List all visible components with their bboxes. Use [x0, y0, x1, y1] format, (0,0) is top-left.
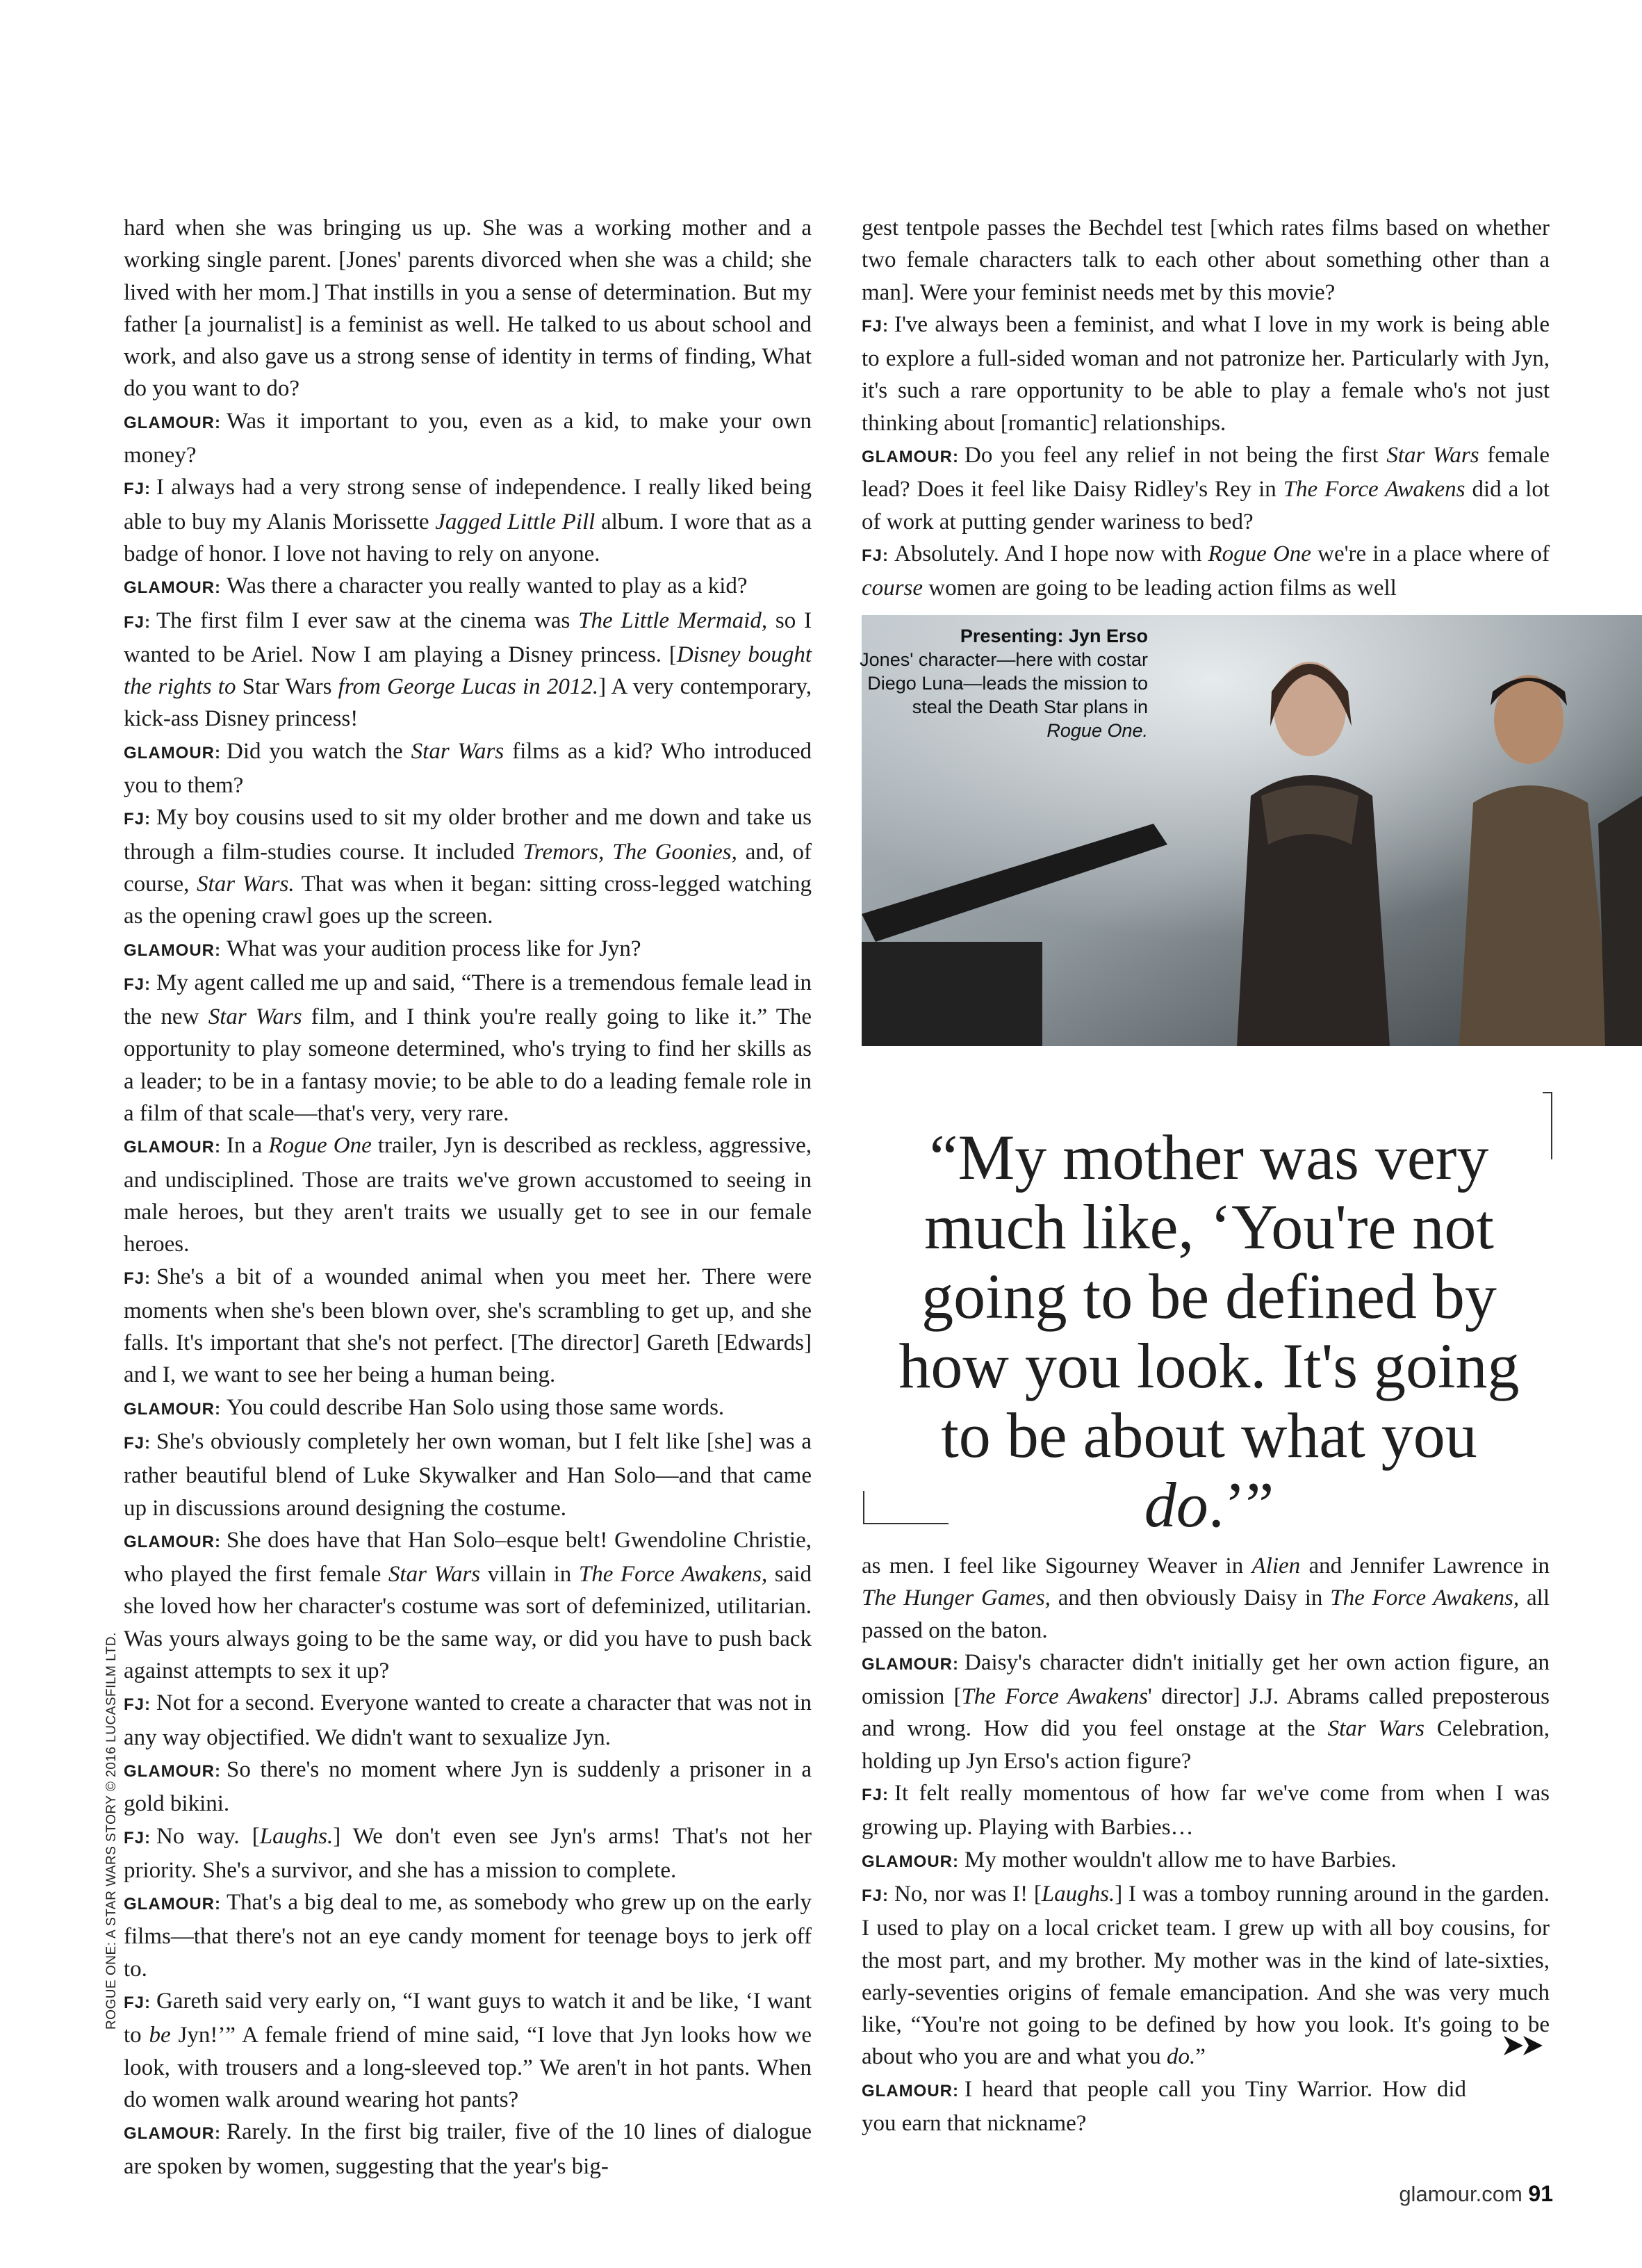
speaker-label: FJ:	[124, 1695, 151, 1715]
paragraph: as men. I feel like Sigourney Weaver in Alien and Jennifer Lawrence in The Hunger Games, and then obviously Daisy in The Force Awakens, all passed on the baton.	[862, 1553, 1550, 1643]
answer: FJ: She's a bit of a wounded animal when you meet her. There were moments when she's been blown over, she's scrambling to get up, and she falls. It's important that she's not perfect. [The director] Gareth [Edwards] and I, we want to see her being a human being.	[124, 1264, 812, 1388]
question: GLAMOUR: Do you feel any relief in not being the first Star Wars female lead? Does it feel like Daisy Ridley's Rey in The Force Awakens did a lot of work at putting gender wariness to bed?	[862, 443, 1550, 535]
question: GLAMOUR: You could describe Han Solo using those same words.	[124, 1394, 725, 1420]
photo-caption	[856, 624, 1148, 742]
speaker-label: GLAMOUR:	[862, 448, 959, 467]
answer: FJ: Not for a second. Everyone wanted to create a character that was not in any way objectified. We didn't want to sexualize Jyn.	[124, 1690, 812, 1750]
speaker-label: GLAMOUR:	[124, 940, 221, 960]
speaker-label: GLAMOUR:	[124, 743, 221, 762]
speaker-label: GLAMOUR:	[862, 1852, 959, 1871]
speaker-label: FJ:	[124, 612, 151, 632]
caption-title: Presenting: Jyn Erso	[960, 626, 1148, 646]
question: GLAMOUR: Daisy's character didn't initially get her own action figure, an omission [The Force Awakens' director] J.J. Abrams called preposterous and wrong. How did you feel onstage at the Star Wars Celebration, holding up Jyn Erso's action figure?	[862, 1649, 1550, 1774]
question: GLAMOUR: Did you watch the Star Wars films as a kid? Who introduced you to them?	[124, 738, 812, 799]
speaker-label: FJ:	[862, 1886, 889, 1905]
answer: FJ: I always had a very strong sense of independence. I really liked being able to buy my Alanis Morissette Jagged Little Pill album. I wore that as a badge of honor. I love not having to rely on anyone.	[124, 475, 812, 566]
question: GLAMOUR: Was there a character you really wanted to play as a kid?	[124, 573, 748, 599]
speaker-label: FJ:	[862, 546, 889, 565]
answer: FJ: Absolutely. And I hope now with Rogue One we're in a place where of course women are going to be leading action films as well	[862, 541, 1550, 601]
answer: FJ: My agent called me up and said, “There is a tremendous female lead in the new Star Wars film, and I think you're really going to like it.” The opportunity to play someone determined, who's trying to find her skills as a leader; to be in a fantasy movie; to be able to do a leading female role in a film of that scale—that's very, very rare.	[124, 970, 812, 1127]
pull-quote: “My mother was very much like, ‘You're not going to be defined by how you look. It's going to be about what you do.’”	[898, 1122, 1520, 1540]
speaker-label: FJ:	[124, 1993, 151, 2013]
right-column-top	[862, 212, 1550, 605]
question: GLAMOUR: So there's no moment where Jyn is suddenly a prisoner in a gold bikini.	[124, 1756, 812, 1817]
speaker-label: GLAMOUR:	[124, 1399, 221, 1419]
answer: FJ: The first film I ever saw at the cinema was The Little Mermaid, so I wanted to be Ariel. Now I am playing a Disney princess. [Disney bought the rights to Star Wars from George Lucas in 2012.] A very contemporary, kick-ass Disney princess!	[124, 607, 812, 732]
answer: FJ: It felt really momentous of how far we've come from when I was growing up. Playing with Barbies…	[862, 1781, 1550, 1841]
paragraph: hard when she was bringing us up. She was a working mother and a working single parent. [Jones' parents divorced when she was a child; she lived with her mom.] That instills in you a sense of determination. But my father [a journalist] is a feminist as well. He talked to us about school and work, and also gave us a strong sense of identity in terms of finding, What do you want to do?	[124, 215, 812, 402]
speaker-label: FJ:	[862, 1786, 889, 1805]
question: GLAMOUR: My mother wouldn't allow me to have Barbies.	[862, 1847, 1397, 1873]
question: GLAMOUR: That's a big deal to me, as somebody who grew up on the early films—that there's not an eye candy moment for teenage boys to jerk off to.	[124, 1890, 812, 1982]
speaker-label: GLAMOUR:	[124, 1761, 221, 1781]
question: GLAMOUR: Was it important to you, even as a kid, to make your own money?	[124, 408, 812, 468]
photo-credit: ROGUE ONE: A STAR WARS STORY © 2016 LUCASFILM LTD.	[104, 1632, 119, 2030]
speaker-label: FJ:	[124, 1433, 151, 1453]
question: GLAMOUR: I heard that people call you Tiny Warrior. How did you earn that nickname?	[862, 2076, 1466, 2137]
speaker-label: GLAMOUR:	[124, 2124, 221, 2144]
question: GLAMOUR: What was your audition process like for Jyn?	[124, 936, 641, 961]
answer: FJ: No, nor was I! [Laughs.] I was a tomboy running around in the garden. I used to play on a local cricket team. I grew up with all boy cousins, for the most part, and my brother. My mother was in the kind of late-sixties, early-seventies origins of female emancipation. And she was very much like, “You're not going to be defined by how you look. It's going to be about who you are and what you do.”	[862, 1881, 1550, 2070]
speaker-label: FJ:	[124, 480, 151, 499]
speaker-label: FJ:	[124, 1268, 151, 1288]
speaker-label: GLAMOUR:	[862, 1654, 959, 1674]
speaker-label: GLAMOUR:	[124, 578, 221, 598]
paragraph: gest tentpole passes the Bechdel test [which rates films based on whether two female characters talk to each other about something other than a man]. Were your feminist needs met by this movie?	[862, 215, 1550, 305]
answer: FJ: No way. [Laughs.] We don't even see Jyn's arms! That's not her priority. She's a survivor, and she has a mission to complete.	[124, 1823, 812, 1883]
left-column	[124, 212, 812, 2183]
speaker-label: FJ:	[124, 810, 151, 829]
speaker-label: GLAMOUR:	[124, 1895, 221, 1914]
right-column-bottom	[862, 1550, 1550, 2139]
continue-arrow-icon	[1502, 2033, 1551, 2058]
page-footer	[1399, 2181, 1553, 2207]
question: GLAMOUR: She does have that Han Solo–esque belt! Gwendoline Christie, who played the first female Star Wars villain in The Force Awakens, said she loved how her character's costume was sort of defeminized, utilitarian. Was yours always going to be the same way, or did you have to push back against attempts to sex it up?	[124, 1527, 812, 1684]
answer: FJ: I've always been a feminist, and what I love in my work is being able to explore a full-sided woman and not patronize her. Particularly with Jyn, it's such a rare opportunity to be able to play a female who's not just thinking about [romantic] relationships.	[862, 311, 1550, 436]
speaker-label: FJ:	[862, 316, 889, 336]
speaker-label: GLAMOUR:	[124, 1532, 221, 1551]
caption-body: Jones' character—here with costar Diego Luna—leads the mission to steal the Death Star plans in Rogue One.	[860, 649, 1148, 741]
speaker-label: GLAMOUR:	[862, 2081, 959, 2100]
speaker-label: FJ:	[124, 1828, 151, 1847]
page-number: 91	[1528, 2181, 1553, 2206]
speaker-label: GLAMOUR:	[124, 413, 221, 432]
speaker-label: GLAMOUR:	[124, 1138, 221, 1157]
answer: FJ: She's obviously completely her own woman, but I felt like [she] was a rather beautiful blend of Luke Skywalker and Han Solo—and that came up in discussions around designing the costume.	[124, 1428, 812, 1521]
site-name: glamour.com	[1399, 2182, 1522, 2206]
answer: FJ: Gareth said very early on, “I want guys to watch it and be like, ‘I want to be Jyn!’” A female friend of mine said, “I love that Jyn looks how we look, with trousers and a long-sleeved top.” We aren't in hot pants. When do women walk around wearing hot pants?	[124, 1989, 812, 2112]
answer: FJ: My boy cousins used to sit my older brother and me down and take us through a film-studies course. It included Tremors, The Goonies, and, of course, Star Wars. That was when it began: sitting cross-legged watching as the opening crawl goes up the screen.	[124, 805, 812, 929]
question: GLAMOUR: In a Rogue One trailer, Jyn is described as reckless, aggressive, and undisciplined. Those are traits we've grown accustomed to seeing in male heroes, but they aren't traits we usually get to see in our female heroes.	[124, 1133, 812, 1257]
speaker-label: FJ:	[124, 974, 151, 994]
question: GLAMOUR: Rarely. In the first big trailer, five of the 10 lines of dialogue are spoken by women, suggesting that the year's big-	[124, 2119, 812, 2179]
